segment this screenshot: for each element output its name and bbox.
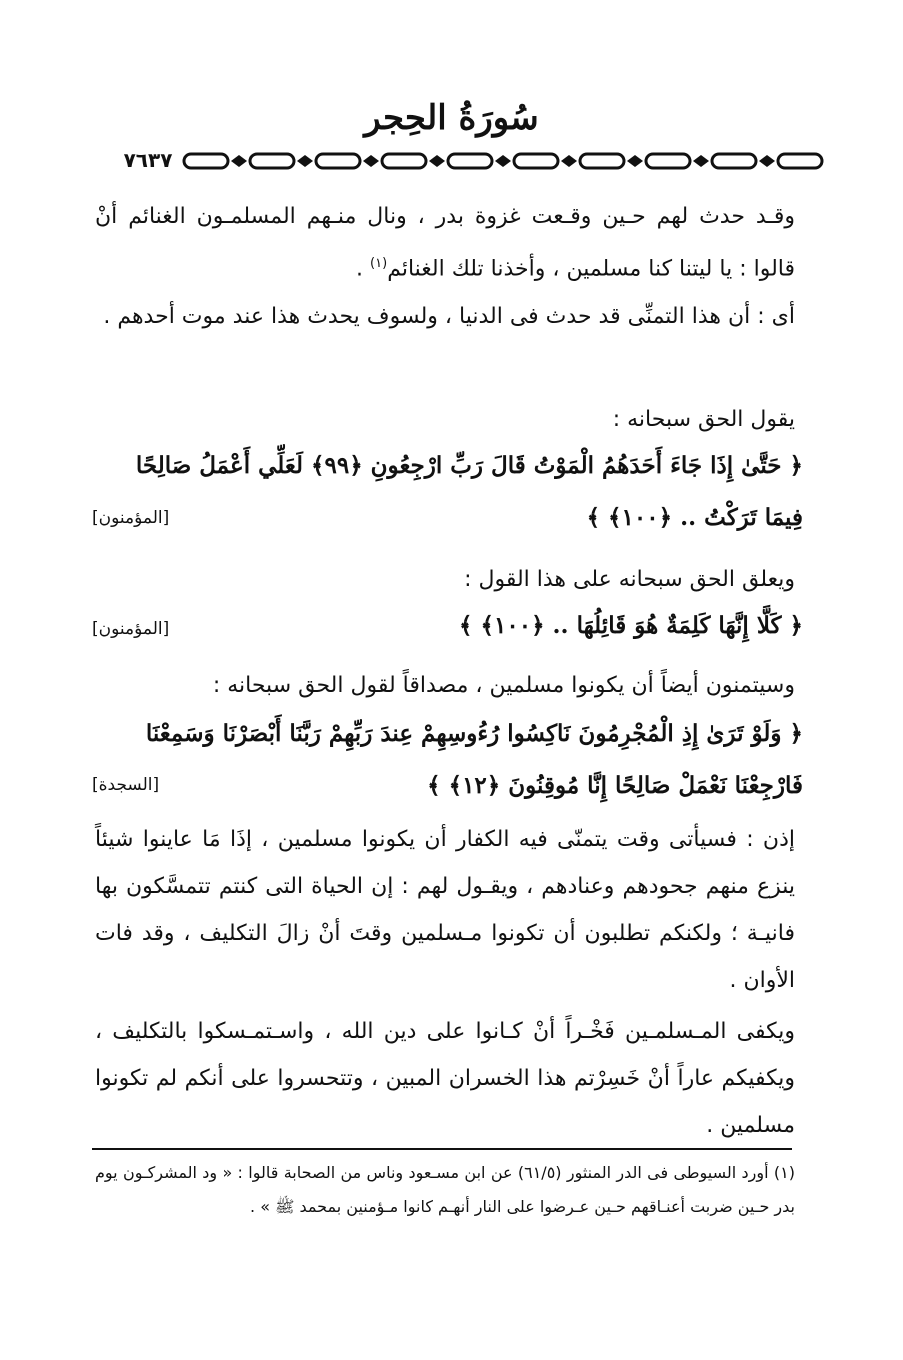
ornament-link: [712, 154, 756, 168]
ornament-link: [184, 154, 228, 168]
ornament-diamond: [759, 155, 775, 167]
paragraph-5: وسيتمنون أيضاً أن يكونوا مسلمين ، مصداقاً لقول الحق سبحانه :: [212, 673, 795, 698]
footnote-marker: (١): [370, 256, 388, 271]
ornament-diamond: [693, 155, 709, 167]
paragraph-1: [95, 193, 795, 292]
ornament-link: [448, 154, 492, 168]
paragraph-2: أى : أن هذا التمنِّى قد حدث فى الدنيا ، ولسوف يحدث هذا عند موت أحدهم .: [103, 304, 795, 329]
page-number: ٧٦٣٧: [123, 148, 173, 172]
paragraph-7: ويكفى المـسلمـين فَخْـراً أنْ كـانوا على دين الله ، واسـتمـسكوا بالتكليف ، ويكفيكم عاراً أنْ خَسِرْتم هذا الخسران المبين ، وتتحسروا على أنكم لم تكونوا مسلمين .: [95, 1019, 795, 1138]
ornament-link: [382, 154, 426, 168]
surah-title: سُورَةُ الحِجر: [364, 98, 539, 138]
paragraph-1-text: وقـد حدث لهم حـين وقـعت غزوة بدر ، ونال منـهم المسلمـون الغنائم أنْ قالوا : يا ليتنا كنا مسلمين ، وأخذنا تلك الغنائم: [95, 204, 795, 282]
paragraph-3: يقول الحق سبحانه :: [612, 407, 795, 432]
footnote-divider: [92, 1148, 792, 1150]
ornament-diamond: [363, 155, 379, 167]
verse-2-reference: [المؤمنون]: [92, 619, 170, 639]
ornament-link: [514, 154, 558, 168]
footnote-1: (١) أورد السيوطى فى الدر المنثور (٦١/٥) عن ابن مسـعود وناس من الصحابة قالوا : « ود المشركـون يوم بدر حـين ضربت أعنـاقهم حـين عـرضوا على النار أنهـم كانوا مـؤمنين بمحمد ﷺ » .: [95, 1163, 795, 1216]
ornament-diamond: [429, 155, 445, 167]
ornament-diamond: [231, 155, 247, 167]
paragraph-4: ويعلق الحق سبحانه على هذا القول :: [464, 567, 795, 592]
ornament-diamond: [627, 155, 643, 167]
ornament-link: [778, 154, 822, 168]
verse-3-reference: [السجدة]: [92, 775, 160, 795]
quran-verse-3: ﴿ وَلَوْ تَرَىٰ إِذِ الْمُجْرِمُونَ نَاكِسُوا رُءُوسِهِمْ عِندَ رَبِّهِمْ رَبَّنَا أَبْصَرْنَا وَسَمِعْنَا فَارْجِعْنَا نَعْمَلْ صَالِحًا إِنَّا مُوقِنُونَ ﴿١٢﴾ ﴾: [145, 720, 803, 799]
ornament-link: [580, 154, 624, 168]
quran-verse-1: ﴿ حَتَّىٰ إِذَا جَاءَ أَحَدَهُمُ الْمَوْتُ قَالَ رَبِّ ارْجِعُونِ ﴿٩٩﴾ لَعَلِّي أَعْمَلُ صَالِحًا فِيمَا تَرَكْتُ .. ﴿١٠٠﴾ ﴾: [135, 452, 803, 531]
ornament-link: [316, 154, 360, 168]
ornament-link: [646, 154, 690, 168]
quran-verse-2: ﴿ كَلَّا إِنَّهَا كَلِمَةٌ هُوَ قَائِلُهَا .. ﴿١٠٠﴾ ﴾: [459, 612, 803, 639]
paragraph-6: إذن : فسيأتى وقت يتمنّى فيه الكفار أن يكونوا مسلمين ، إذَا مَا عاينوا شيئاً ينزع منهم جحودهم وعنادهم ، ويقـول لهم : إن الحياة التى كنتم تتمسَّكون بها فانيـة ؛ ولكنكم تطلبون أن تكونوا مـسلمين وقتَ أنْ زالَ التكليف ، وقد فات الأوان .: [95, 827, 795, 993]
ornament-diamond: [561, 155, 577, 167]
ornament-diamond: [297, 155, 313, 167]
paragraph-1-end: .: [356, 256, 371, 282]
ornament-link: [250, 154, 294, 168]
verse-1-reference: [المؤمنون]: [92, 508, 170, 528]
ornament-diamond: [495, 155, 511, 167]
